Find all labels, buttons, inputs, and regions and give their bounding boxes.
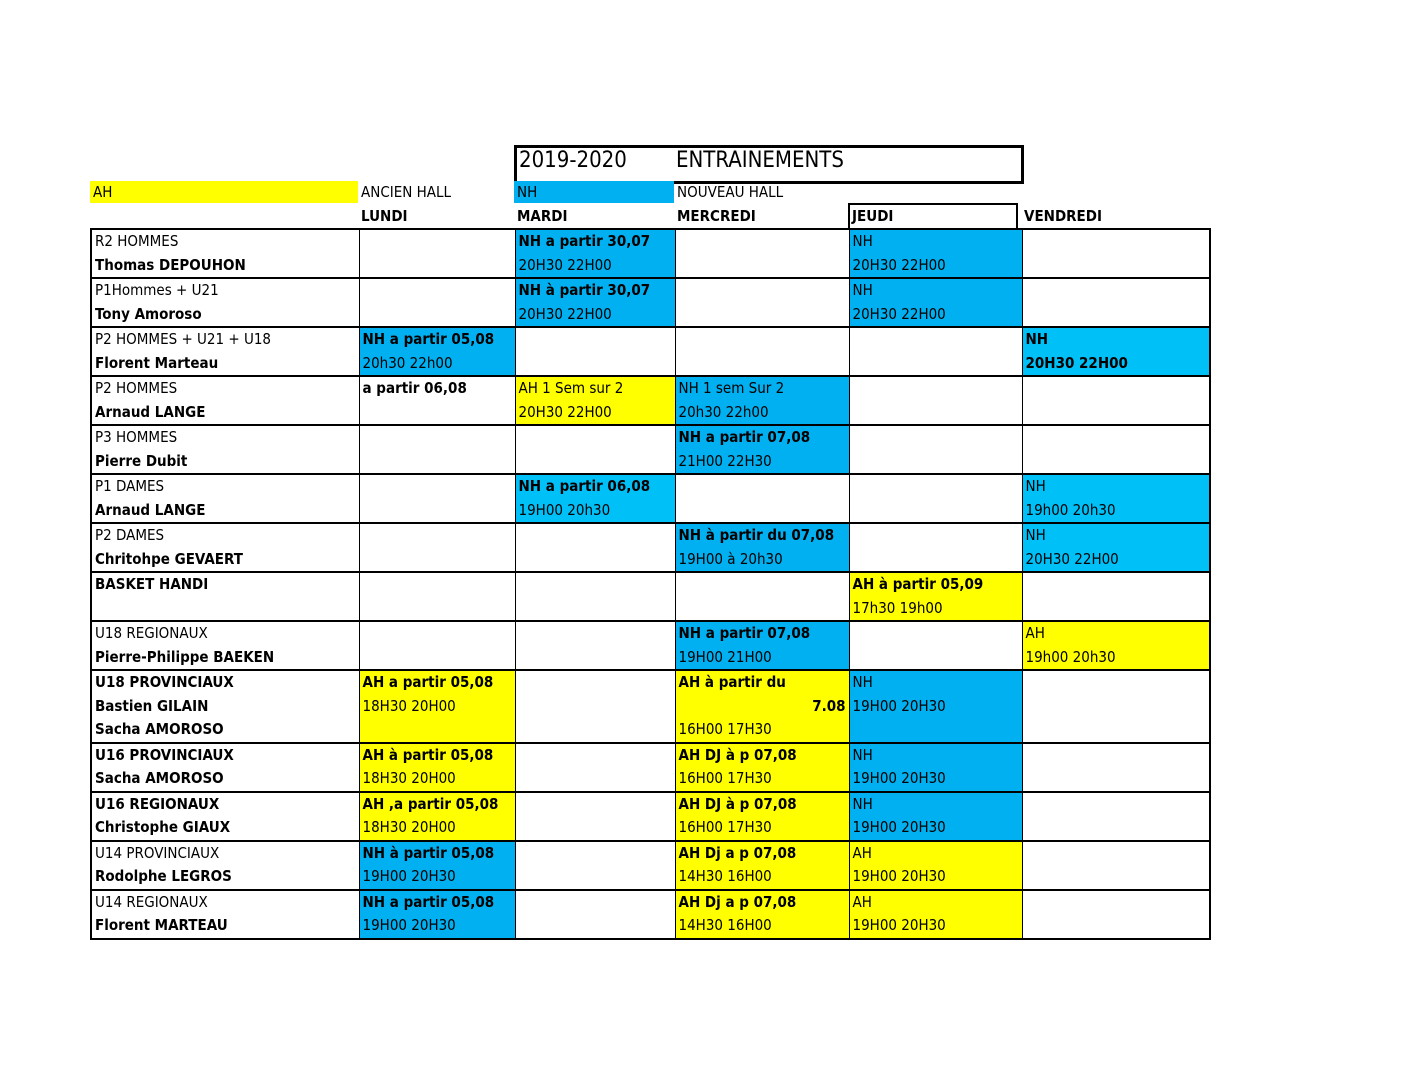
- slot-label: NH: [1025, 526, 1046, 544]
- time-range: 16H00 17H30: [678, 818, 772, 836]
- table-row: [91, 376, 1210, 425]
- time-range: 19H00 20H30: [852, 867, 946, 885]
- coach-name: Bastien GILAIN: [95, 696, 209, 715]
- slot-label: NH: [852, 745, 873, 764]
- table-row: [91, 890, 1210, 939]
- time-range: 20H30 22H00: [518, 304, 612, 323]
- slot-mardi: [515, 327, 675, 376]
- slot-label: AH DJ à p 07,08: [678, 745, 797, 764]
- slot-mardi: [515, 670, 675, 743]
- slot-lundi: [359, 327, 515, 376]
- slot-jeudi: [849, 425, 1022, 474]
- slot-label: AH à partir du: [678, 673, 786, 691]
- slot-mercredi: [675, 229, 849, 278]
- slot-lundi: [359, 572, 515, 621]
- slot-label: AH DJ à p 07,08: [678, 794, 797, 813]
- table-row: [91, 670, 1210, 743]
- time-range: 19H00 21H00: [678, 647, 772, 666]
- coach-name: Christophe GIAUX: [95, 818, 231, 836]
- slot-lundi: [359, 474, 515, 523]
- time-range: 7.08: [812, 696, 846, 715]
- slot-mercredi: [675, 376, 849, 425]
- legend-nh-code: NH: [514, 181, 674, 203]
- slot-vendredi: [1022, 327, 1210, 376]
- slot-vendredi: [1022, 278, 1210, 327]
- slot-jeudi: [849, 743, 1022, 792]
- team-cell: [91, 327, 359, 376]
- slot-mercredi: [675, 743, 849, 792]
- slot-mercredi: [675, 425, 849, 474]
- slot-jeudi: [849, 670, 1022, 743]
- team-name: U16 REGIONAUX: [95, 794, 220, 813]
- time-range: 19h00 20h30: [1025, 647, 1116, 666]
- slot-label: AH: [1025, 624, 1045, 642]
- slot-lundi: [359, 278, 515, 327]
- team-cell: [91, 425, 359, 474]
- time-range: 20h30 22h00: [678, 402, 769, 421]
- slot-jeudi: [849, 890, 1022, 939]
- slot-label: NH a partir 05,08: [362, 330, 495, 348]
- slot-vendredi: [1022, 890, 1210, 939]
- team-cell: [91, 572, 359, 621]
- slot-mardi: [515, 425, 675, 474]
- slot-vendredi: [1022, 621, 1210, 670]
- time-range: 20H30 22H00: [852, 304, 946, 323]
- slot-vendredi: [1022, 376, 1210, 425]
- slot-jeudi: [849, 278, 1022, 327]
- slot-mardi: [515, 841, 675, 890]
- team-cell: [91, 278, 359, 327]
- table-row: [91, 425, 1210, 474]
- slot-label: AH: [852, 843, 872, 862]
- slot-mardi: [515, 229, 675, 278]
- slot-label: AH 1 Sem sur 2: [518, 379, 624, 397]
- slot-vendredi: [1022, 572, 1210, 621]
- table-row: [91, 743, 1210, 792]
- coach-name: Sacha AMOROSO: [95, 720, 224, 738]
- legend-ah-label: ANCIEN HALL: [361, 183, 452, 201]
- slot-mercredi: [675, 327, 849, 376]
- time-range: 20H30 22H00: [518, 402, 612, 421]
- time-range: 14H30 16H00: [678, 916, 772, 934]
- team-name: BASKET HANDI: [95, 575, 209, 593]
- slot-vendredi: [1022, 670, 1210, 743]
- day-header-mercredi: MERCREDI: [677, 207, 756, 225]
- team-name: P3 HOMMES: [95, 428, 178, 446]
- time-range: 20H30 22H00: [1025, 549, 1119, 568]
- team-name: U16 PROVINCIAUX: [95, 745, 234, 764]
- slot-mercredi: [675, 792, 849, 841]
- team-cell: [91, 621, 359, 670]
- team-name: P2 HOMMES: [95, 379, 178, 397]
- slot-mardi: [515, 523, 675, 572]
- time-range: 16H00 17H30: [678, 769, 772, 787]
- time-range: 21H00 22H30: [678, 451, 772, 470]
- slot-jeudi: [849, 621, 1022, 670]
- slot-label: NH a partir 07,08: [678, 624, 811, 642]
- coach-name: Florent Marteau: [95, 353, 219, 372]
- slot-vendredi: [1022, 841, 1210, 890]
- team-cell: [91, 474, 359, 523]
- slot-jeudi: [849, 792, 1022, 841]
- coach-name: Arnaud LANGE: [95, 402, 206, 421]
- team-name: U18 REGIONAUX: [95, 624, 208, 642]
- slot-jeudi: [849, 841, 1022, 890]
- slot-lundi: [359, 792, 515, 841]
- slot-mercredi: [675, 572, 849, 621]
- team-cell: [91, 670, 359, 743]
- slot-lundi: [359, 890, 515, 939]
- time-range: 19H00 20H30: [852, 696, 946, 715]
- slot-jeudi: [849, 229, 1022, 278]
- time-range: 19H00 à 20h30: [678, 549, 783, 568]
- coach-name: [95, 597, 359, 621]
- time-range: 18H30 20H00: [362, 769, 456, 787]
- slot-mercredi: [675, 621, 849, 670]
- time-range: 17h30 19h00: [852, 598, 943, 617]
- time-range: 18H30 20H00: [362, 818, 456, 836]
- coach-name: Florent MARTEAU: [95, 916, 228, 934]
- slot-lundi: [359, 670, 515, 743]
- table-row: [91, 841, 1210, 890]
- slot-label: NH à partir 30,07: [518, 281, 651, 299]
- slot-jeudi: [849, 376, 1022, 425]
- coach-name: Rodolphe LEGROS: [95, 867, 232, 885]
- day-header-jeudi: JEUDI: [852, 207, 894, 225]
- slot-label: NH: [852, 794, 873, 813]
- table-row: [91, 572, 1210, 621]
- team-name: U18 PROVINCIAUX: [95, 673, 234, 691]
- time-range: 18H30 20H00: [362, 696, 456, 715]
- table-row: [91, 523, 1210, 572]
- time-range: 20h30 22h00: [362, 353, 453, 372]
- team-cell: [91, 229, 359, 278]
- team-cell: [91, 743, 359, 792]
- coach-name: Sacha AMOROSO: [95, 769, 224, 787]
- slot-lundi: [359, 523, 515, 572]
- time-range: 19H00 20H30: [852, 916, 946, 934]
- slot-mardi: [515, 792, 675, 841]
- table-row: [91, 621, 1210, 670]
- team-cell: [91, 792, 359, 841]
- coach-name: Tony Amoroso: [95, 304, 202, 323]
- coach-name: Pierre-Philippe BAEKEN: [95, 647, 275, 666]
- slot-label: AH Dj a p 07,08: [678, 892, 797, 911]
- slot-label: NH a partir 05,08: [362, 892, 495, 911]
- slot-label: NH: [1025, 477, 1046, 495]
- slot-mardi: [515, 572, 675, 621]
- slot-jeudi: [849, 327, 1022, 376]
- slot-lundi: [359, 841, 515, 890]
- legend-ah-code: AH: [90, 181, 358, 203]
- coach-name: Pierre Dubit: [95, 451, 188, 470]
- slot-mercredi: [675, 474, 849, 523]
- slot-vendredi: [1022, 474, 1210, 523]
- time-range: 19h00 20h30: [1025, 500, 1116, 519]
- schedule-table: [90, 228, 1211, 940]
- time-range: 19H00 20H30: [852, 769, 946, 787]
- day-header-vendredi: VENDREDI: [1024, 207, 1103, 225]
- slot-label: NH: [852, 281, 873, 299]
- slot-label: a partir 06,08: [362, 379, 467, 397]
- time-range: 19H00 20H30: [362, 867, 456, 885]
- legend-nh-label: NOUVEAU HALL: [677, 183, 784, 201]
- slot-vendredi: [1022, 743, 1210, 792]
- slot-jeudi: [849, 523, 1022, 572]
- coach-name: Thomas DEPOUHON: [95, 255, 246, 274]
- slot-mercredi: [675, 890, 849, 939]
- slot-lundi: [359, 621, 515, 670]
- season-year: 2019-2020: [519, 148, 627, 173]
- team-cell: [91, 376, 359, 425]
- slot-vendredi: [1022, 425, 1210, 474]
- slot-lundi: [359, 376, 515, 425]
- team-name: U14 REGIONAUX: [95, 892, 208, 911]
- time-range: 14H30 16H00: [678, 867, 772, 885]
- slot-label: NH: [852, 673, 873, 691]
- slot-mardi: [515, 474, 675, 523]
- slot-mercredi: [675, 841, 849, 890]
- slot-vendredi: [1022, 523, 1210, 572]
- team-name: P2 DAMES: [95, 526, 165, 544]
- slot-mercredi: [675, 670, 849, 743]
- slot-mardi: [515, 743, 675, 792]
- table-row: [91, 474, 1210, 523]
- team-name: P1Hommes + U21: [95, 281, 219, 299]
- slot-lundi: [359, 743, 515, 792]
- slot-mardi: [515, 621, 675, 670]
- time-range: 20H30 22H00: [518, 255, 612, 274]
- coach-name: Chritohpe GEVAERT: [95, 549, 243, 568]
- slot-label: NH a partir 07,08: [678, 428, 811, 446]
- slot-lundi: [359, 229, 515, 278]
- time-range: 20H30 22H00: [852, 255, 946, 274]
- coach-name: Arnaud LANGE: [95, 500, 206, 519]
- time-range: 19H00 20H30: [362, 916, 456, 934]
- slot-jeudi: [849, 474, 1022, 523]
- slot-mardi: [515, 278, 675, 327]
- table-row: [91, 278, 1210, 327]
- time-range: 16H00 17H30: [678, 720, 772, 738]
- slot-label: AH a partir 05,08: [362, 673, 494, 691]
- slot-label: AH ,a partir 05,08: [362, 794, 499, 813]
- slot-mardi: [515, 890, 675, 939]
- day-header-mardi: MARDI: [517, 207, 568, 225]
- slot-label: NH à partir du 07,08: [678, 526, 835, 544]
- slot-vendredi: [1022, 792, 1210, 841]
- slot-label: AH Dj a p 07,08: [678, 843, 797, 862]
- team-name: R2 HOMMES: [95, 232, 179, 250]
- slot-jeudi: [849, 572, 1022, 621]
- slot-mercredi: [675, 523, 849, 572]
- table-row: [91, 327, 1210, 376]
- time-range: 20H30 22H00: [1025, 353, 1128, 372]
- slot-vendredi: [1022, 229, 1210, 278]
- slot-label: AH: [852, 892, 872, 911]
- slot-mardi: [515, 376, 675, 425]
- slot-label: NH: [1025, 330, 1049, 348]
- slot-mercredi: [675, 278, 849, 327]
- slot-lundi: [359, 425, 515, 474]
- team-cell: [91, 841, 359, 890]
- team-cell: [91, 523, 359, 572]
- table-row: [91, 792, 1210, 841]
- day-header-lundi: LUNDI: [361, 207, 408, 225]
- slot-label: AH à partir 05,09: [852, 575, 984, 593]
- page-title: ENTRAINEMENTS: [676, 148, 844, 173]
- team-name: P1 DAMES: [95, 477, 165, 495]
- slot-label: NH à partir 05,08: [362, 843, 495, 862]
- team-name: P2 HOMMES + U21 + U18: [95, 330, 272, 348]
- slot-label: NH a partir 30,07: [518, 232, 651, 250]
- table-row: [91, 229, 1210, 278]
- time-range: 19H00 20H30: [852, 818, 946, 836]
- team-name: U14 PROVINCIAUX: [95, 843, 220, 862]
- time-range: 19H00 20h30: [518, 500, 611, 519]
- slot-label: NH a partir 06,08: [518, 477, 651, 495]
- slot-label: AH à partir 05,08: [362, 745, 494, 764]
- team-cell: [91, 890, 359, 939]
- slot-label: NH: [852, 232, 873, 250]
- slot-label: NH 1 sem Sur 2: [678, 379, 785, 397]
